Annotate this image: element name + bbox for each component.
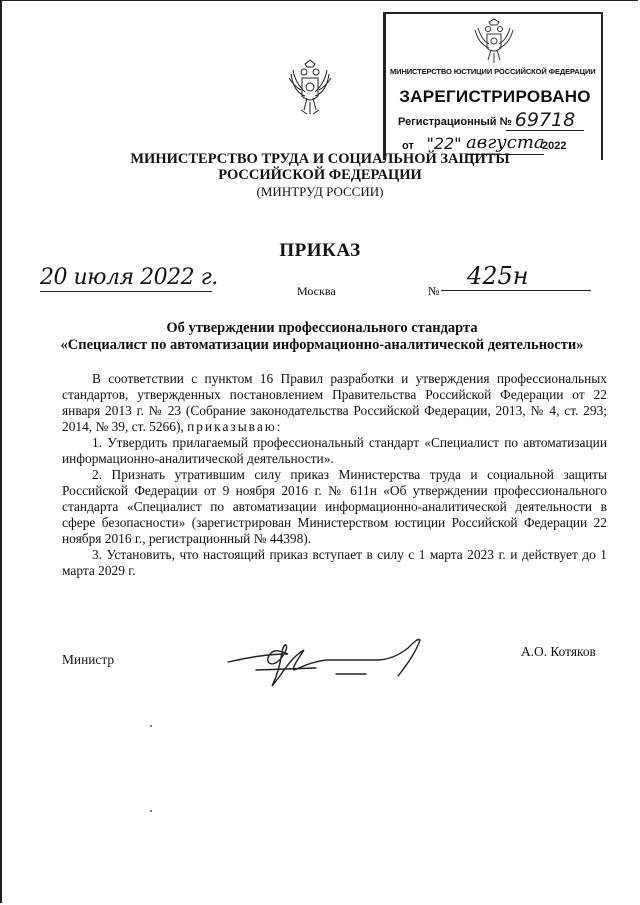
stamp-date-prefix: от <box>402 140 414 152</box>
body-paragraph-2: 1. Утвердить прилагаемый профессиональный стандарт «Специалист по автоматизации информационно-аналитической деятельности». <box>62 435 607 466</box>
order-number-sign: № <box>428 284 440 298</box>
scan-speck <box>150 725 152 727</box>
stamp-reg-label: Регистрационный № <box>398 116 512 128</box>
body-paragraph-3: 2. Признать утратившим силу приказ Министерства труда и социальной защиты Российской Федерации от 9 ноября 2016 г. № 611н «Об утверждении профессионального стандарта «Специалист по автоматизации информационно-аналитической деятельности в сфере безопасности» (зарегистрирован Министерством юстиции Российской Федерации 22 ноября 2016 г., регистрационный № 44398). <box>62 467 607 546</box>
signer-role: Министр <box>62 652 115 667</box>
ministry-title-line2: РОССИЙСКОЙ ФЕДЕРАЦИИ <box>218 167 422 183</box>
signer-name: А.О. Котяков <box>521 644 596 659</box>
stamp-day: "22" <box>426 134 462 153</box>
body-order-word: приказываю: <box>187 419 283 434</box>
stamp-ministry-name: МИНИСТЕРСТВО ЮСТИЦИИ РОССИЙСКОЙ ФЕДЕРАЦИИ <box>390 67 596 76</box>
order-subject-line1: Об утверждении профессионального стандарта <box>166 320 478 336</box>
order-title: ПРИКАЗ <box>279 240 361 261</box>
handwritten-signature <box>226 628 426 692</box>
stamp-reg-number: 69718 <box>506 110 584 131</box>
scan-speck <box>150 810 152 812</box>
coat-of-arms-icon <box>287 58 333 122</box>
stamp-registered-label: ЗАРЕГИСТРИРОВАНО <box>399 87 591 106</box>
order-subject <box>40 320 604 354</box>
order-body <box>62 371 607 579</box>
body-paragraph-4: 3. Установить, что настоящий приказ вступает в силу с 1 марта 2023 г. и действует до 1 марта 2029 г. <box>62 547 607 578</box>
registration-stamp <box>383 12 603 160</box>
body-paragraph-1-text: В соответствии с пунктом 16 Правил разработки и утверждения профессиональных стандартов, утвержденных постановлением Правительства Российской Федерации от 22 января 2013 г. № 23 (Собрание законодательства Российской Федерации, 2013, № 4, ст. 293; 2014, № 39, ст. 5266), <box>62 371 607 434</box>
stamp-month: августа <box>466 132 545 153</box>
order-place: Москва <box>297 284 336 298</box>
coat-of-arms-icon <box>472 18 516 66</box>
order-date-handwritten: 20 июля 2022 г. <box>40 265 218 290</box>
ministry-title-line1: МИНИСТЕРСТВО ТРУДА И СОЦИАЛЬНОЙ ЗАЩИТЫ <box>130 151 510 167</box>
order-subject-line2: «Специалист по автоматизации информационно-аналитической деятельности» <box>60 337 584 353</box>
body-paragraph-1 <box>62 371 607 435</box>
order-number-handwritten: 425н <box>441 262 591 291</box>
ministry-short-name: (МИНТРУД РОССИИ) <box>256 184 384 199</box>
ministry-title <box>110 151 530 183</box>
stamp-year: 2022 <box>542 140 567 152</box>
